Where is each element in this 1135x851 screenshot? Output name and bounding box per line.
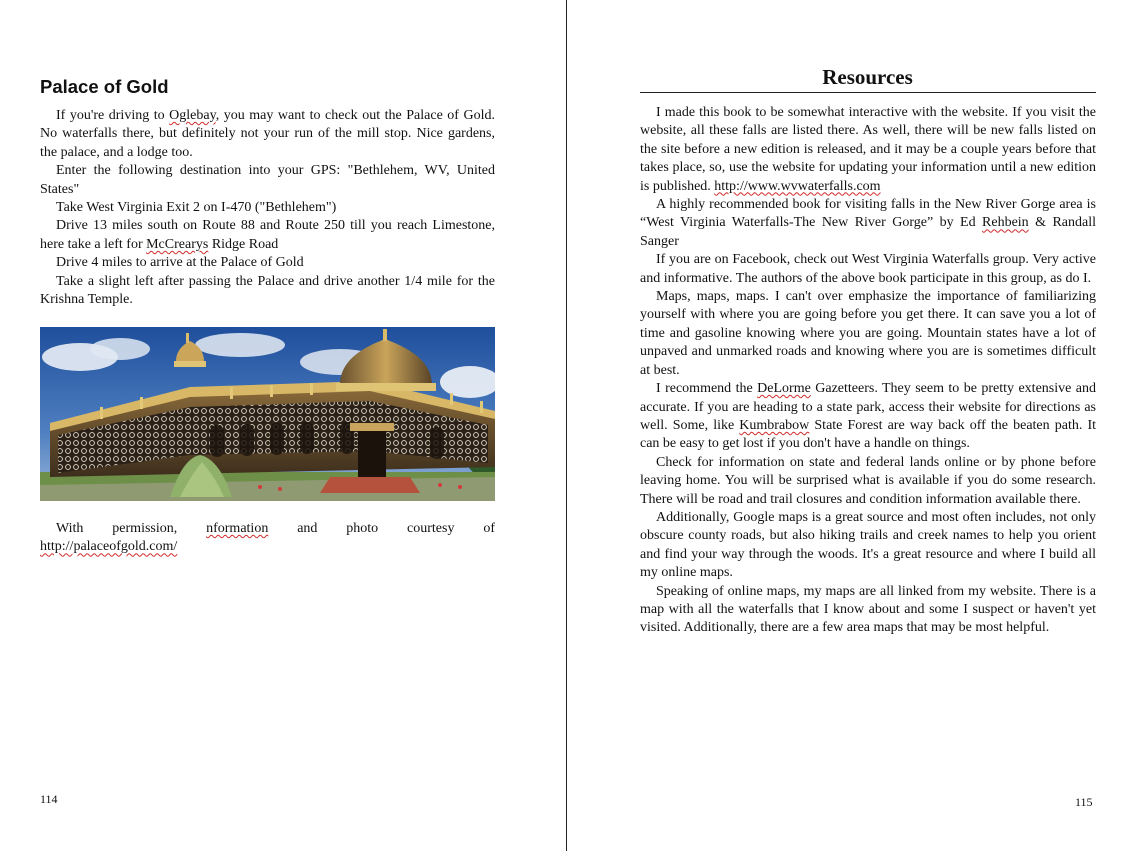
text-run: , you may want to check out the Palace of Gold. No waterfalls there, but definitely not your run of the mill stop. Nice gardens, the palace, and a lodge too. <box>40 108 495 160</box>
text-run: Gazetteers. They seem to be pretty extensive and accurate. If you are heading to a state park, access their website for directions as well. Some, like <box>640 381 1096 433</box>
text-run: & Randall Sanger <box>640 215 1096 249</box>
spellcheck-flagged-word: http://www.wvwaterfalls.com <box>714 178 881 194</box>
text-run: Speaking of online maps, my maps are all linked from my website. There is a map with all the waterfalls that I know about and some I suspect or haven't yet visited. Additionally, there are a few area maps that may be most helpful. <box>640 583 1096 636</box>
text-run: If you are on Facebook, check out West Virginia Waterfalls group. Very active and informative. The authors of the above book participate in this group, as do I. <box>640 252 1096 286</box>
text-run: A highly recommended book for visiting falls in the New River Gorge area is “West Virginia Waterfalls-The New River Gorge” by Ed <box>640 197 1096 231</box>
paragraph <box>40 199 495 217</box>
credit-line-1 <box>40 520 495 538</box>
paragraph <box>640 454 1096 509</box>
spellcheck-flagged-word: Rehbein <box>982 215 1029 231</box>
spellcheck-flagged-word: DeLorme <box>757 381 811 397</box>
paragraph <box>640 196 1096 251</box>
paragraph <box>640 288 1096 380</box>
paragraph <box>640 104 1096 196</box>
text-run: Drive 4 miles to arrive at the Palace of Gold <box>56 255 304 271</box>
text-run: State Forest are way back off the beaten path. It can be easy to get lost if you don't have a handle on things. <box>640 417 1096 452</box>
paragraph <box>640 509 1096 583</box>
text-run: Enter the following destination into your GPS: "Bethlehem, WV, United States" <box>40 163 495 197</box>
page-number-left: 114 <box>40 792 58 806</box>
spellcheck-flagged-word: http://palaceofgold.com/ <box>40 539 178 555</box>
text-run: Drive 13 miles south on Route 88 and Route 250 till you reach Limestone, here take a left for <box>40 218 495 252</box>
spellcheck-flagged-word: nformation <box>206 521 269 536</box>
text-run: Check for information on state and federal lands online or by phone before leaving home. You will be surprised what is available if you do some research. There will be road and trail closures and condition information available there. <box>640 454 1096 507</box>
text-run: I made this book to be somewhat interactive with the website. If you visit the website, all these falls are listed there. As well, there will be new falls listed on the site before a new edition is released, and it may be a couple years before that takes place, so, use the website for updating your information until a new edition is published. <box>640 105 1096 194</box>
spellcheck-flagged-word: Oglebay <box>169 108 216 123</box>
left-page-heading: Palace of Gold <box>40 76 169 97</box>
text-run: If you're driving to <box>56 108 170 123</box>
right-page-heading: Resources <box>822 65 913 89</box>
paragraph <box>640 380 1096 454</box>
paragraph <box>40 217 495 254</box>
right-page-body <box>640 104 1096 638</box>
paragraph <box>40 254 495 272</box>
left-page-body <box>40 107 495 309</box>
photo-credit <box>40 520 495 557</box>
right-page <box>567 0 1135 851</box>
credit-link[interactable] <box>40 538 495 556</box>
text-run: Take West Virginia Exit 2 on I-470 ("Bethlehem") <box>56 200 337 216</box>
text-run: and photo courtesy of <box>268 521 495 536</box>
paragraph <box>640 583 1096 638</box>
text-run: Maps, maps, maps. I can't over emphasize the importance of familiarizing yourself with where you are going before you get there. It can save you a lot of time and gasoline knowing where you are going. Mountain states have a lot of unpaved and unmarked roads and knowing where you are is sometimes difficult at best. <box>640 289 1096 378</box>
text-run: Ridge Road <box>208 236 279 252</box>
palace-of-gold-photo <box>40 327 495 501</box>
spellcheck-flagged-word: McCrearys <box>146 236 209 252</box>
paragraph <box>40 162 495 199</box>
paragraph <box>40 273 495 310</box>
heading-underline-rule <box>640 92 1096 93</box>
paragraph <box>640 251 1096 288</box>
text-run: Take a slight left after passing the Palace and drive another 1/4 mile for the Krishna Temple. <box>40 273 495 308</box>
text-run: I recommend the <box>656 381 758 397</box>
paragraph <box>40 107 495 162</box>
left-page <box>0 0 566 851</box>
page-number-right: 115 <box>1075 795 1093 809</box>
spellcheck-flagged-word: Kumbrabow <box>739 417 810 433</box>
text-run: With permission, <box>56 521 207 536</box>
text-run: Additionally, Google maps is a great source and most often includes, not only obscure county roads, but also hiking trails and creek names to help you orient and find your way through the woods. It's a great resource and where I build all my online maps. <box>640 509 1096 581</box>
